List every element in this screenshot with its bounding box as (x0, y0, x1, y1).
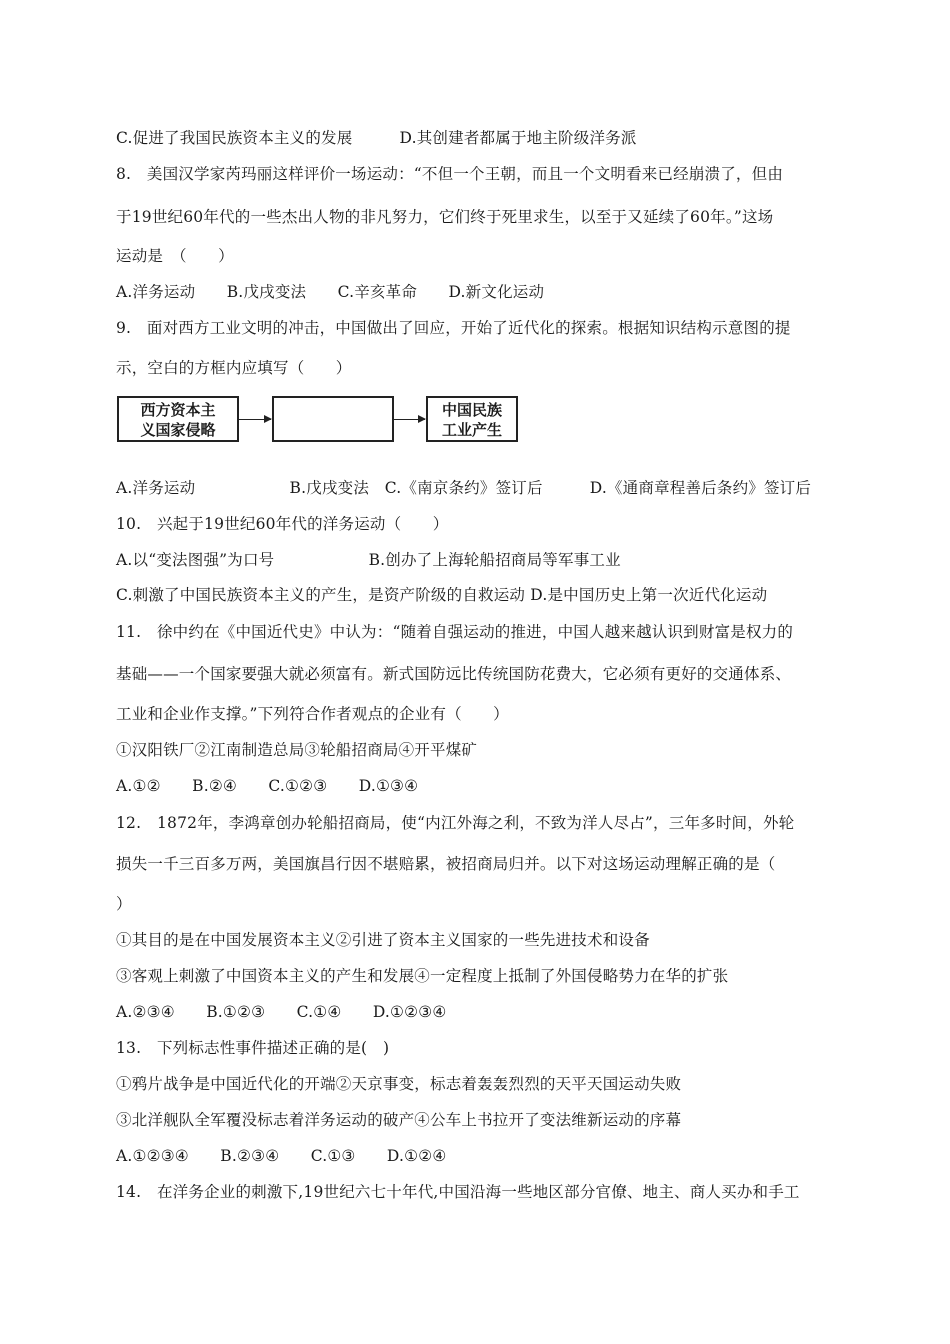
q9-options: A.洋务运动 B.戊戌变法 C.《南京条约》签订后 D.《通商章程善后条约》签订后 (116, 479, 812, 497)
q11-stem-line3: 工业和企业作支撑。”下列符合作者观点的企业有（ ） (116, 705, 509, 723)
arrow-right-icon (239, 419, 271, 420)
q12-items-line2: ③客观上刺激了中国资本主义的产生和发展④一定程度上抵制了外国侵略势力在华的扩张 (116, 967, 729, 985)
q12-stem-line3: ） (116, 895, 132, 913)
q11-stem-line2: 基础——一个国家要强大就必须富有。新式国防远比传统国防花费大，它必须有更好的交通体系、 (116, 665, 792, 683)
q11-options: A.①② B.②④ C.①②③ D.①③④ (116, 777, 419, 795)
q13-options: A.①②③④ B.②③④ C.①③ D.①②④ (116, 1147, 447, 1165)
q9-stem-line2: 示，空白的方框内应填写（ ） (116, 359, 352, 377)
box3-line2: 工业产生 (441, 421, 502, 439)
knowledge-structure-diagram (117, 396, 517, 446)
q12-stem-line1: 12. 1872年，李鸿章创办轮船招商局，使“内江外海之利，不致为洋人尽占”，三年多时间，外轮 (116, 814, 795, 832)
q8-stem-line1: 8. 美国汉学家芮玛丽这样评价一场运动：“不但一个王朝，而且一个文明看来已经崩溃了，但由 (116, 165, 784, 183)
q12-options: A.②③④ B.①②③ C.①④ D.①②③④ (116, 1003, 447, 1021)
diagram-box-national-industry (426, 396, 518, 442)
q8-options: A.洋务运动 B.戊戌变法 C.辛亥革命 D.新文化运动 (116, 283, 545, 301)
q11-items: ①汉阳铁厂②江南制造总局③轮船招商局④开平煤矿 (116, 741, 478, 759)
q13-items-line2: ③北洋舰队全军覆没标志着洋务运动的破产④公车上书拉开了变法维新运动的序幕 (116, 1111, 682, 1129)
q10-options-ab: A.以“变法图强”为口号 B.创办了上海轮船招商局等军事工业 (116, 551, 621, 569)
q14-stem-line1: 14. 在洋务企业的刺激下,19世纪六七十年代,中国沿海一些地区部分官僚、地主、商人买办和手工 (116, 1183, 800, 1201)
box1-line1: 西方资本主 (140, 401, 216, 419)
box3-line1: 中国民族 (441, 401, 502, 419)
q8-stem-line2: 于19世纪60年代的一些杰出人物的非凡努力，它们终于死里求生，以至于又延续了60年。”这场 (116, 208, 774, 226)
q8-stem-line3: 运动是 （ ） (116, 247, 234, 265)
arrow-right-icon (394, 419, 425, 420)
diagram-box-western-invasion (117, 396, 239, 442)
diagram-box-blank (272, 396, 394, 442)
box1-line2: 义国家侵略 (140, 421, 216, 439)
q12-stem-line2: 损失一千三百多万两，美国旗昌行因不堪赔累，被招商局归并。以下对这场运动理解正确的是（ (116, 855, 776, 873)
q11-stem-line1: 11. 徐中约在《中国近代史》中认为：“随着自强运动的推进，中国人越来越认识到财富是权力的 (116, 623, 794, 641)
q12-items-line1: ①其目的是在中国发展资本主义②引进了资本主义国家的一些先进技术和设备 (116, 931, 650, 949)
q10-options-cd: C.刺激了中国民族资本主义的产生，是资产阶级的自救运动 D.是中国历史上第一次近代化运动 (116, 586, 768, 604)
q7-options-cd: C.促进了我国民族资本主义的发展 D.其创建者都属于地主阶级洋务派 (116, 129, 637, 147)
q13-items-line1: ①鸦片战争是中国近代化的开端②天京事变，标志着轰轰烈烈的天平天国运动失败 (116, 1075, 682, 1093)
q10-stem: 10. 兴起于19世纪60年代的洋务运动（ ） (116, 515, 449, 533)
q9-stem-line1: 9. 面对西方工业文明的冲击，中国做出了回应，开始了近代化的探索。根据知识结构示意图的提 (116, 319, 791, 337)
q13-stem: 13. 下列标志性事件描述正确的是( ) (116, 1039, 390, 1057)
